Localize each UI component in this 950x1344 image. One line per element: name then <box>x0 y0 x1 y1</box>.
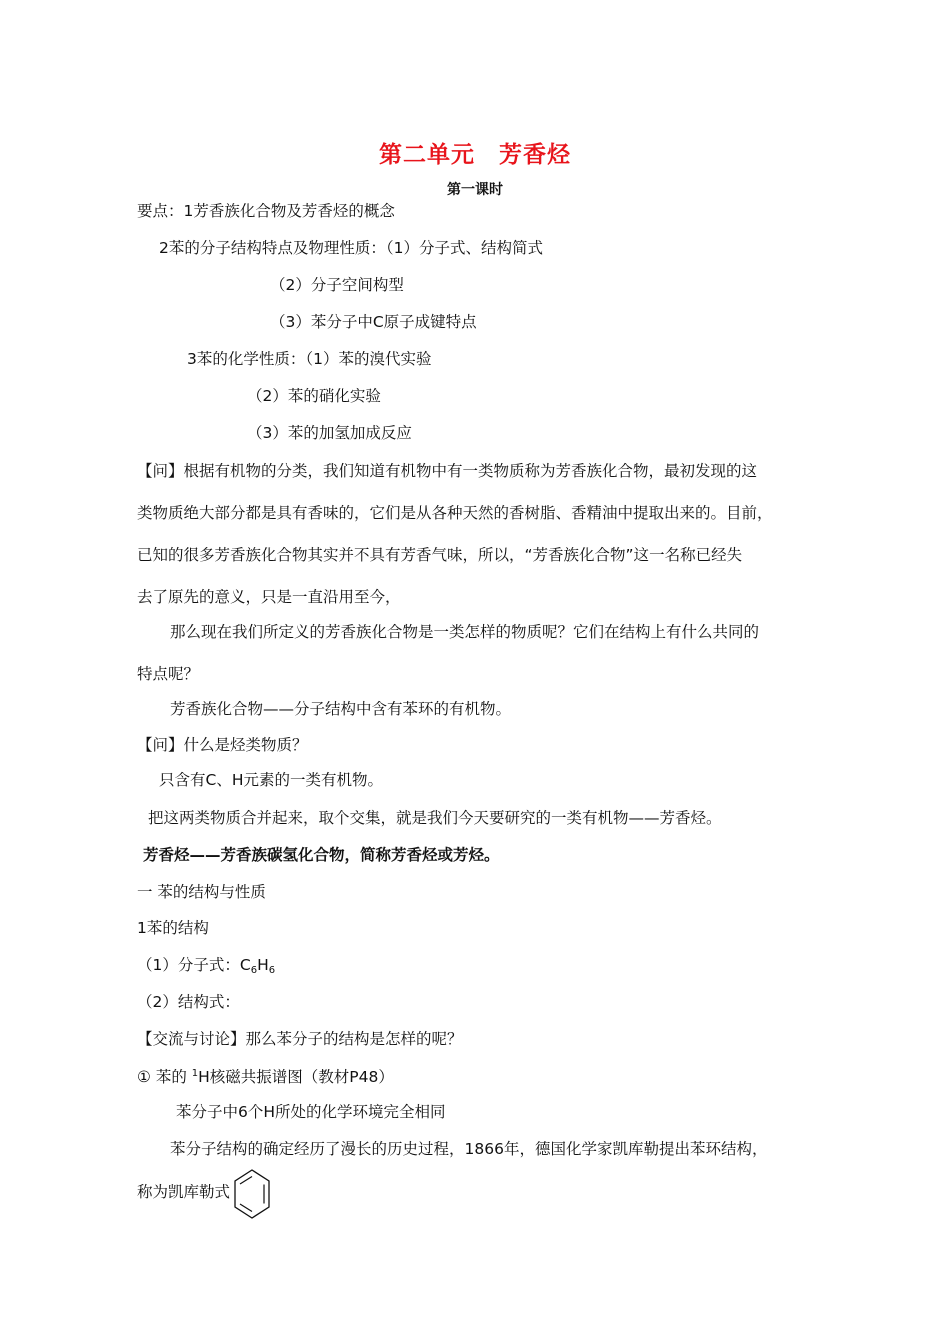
section-1-heading: 一 苯的结构与性质 <box>137 883 266 901</box>
keypoint-1: 1芳香族化合物及芳香烃的概念 <box>183 202 395 220</box>
formula-h-subscript: 6 <box>268 965 276 976</box>
discussion-line: 【交流与讨论】那么苯分子的结构是怎样的呢？ <box>137 1030 463 1048</box>
molecular-formula-label: （1）分子式： <box>137 956 240 974</box>
benzene-ring-icon <box>232 1168 272 1222</box>
formula-c: C <box>239 956 251 974</box>
nmr-text: H核磁共振谱图（教材P48） <box>198 1068 394 1086</box>
combine-sentence: 把这两类物质合并起来，取个交集，就是我们今天要研究的一类有机物——芳香烃。 <box>148 809 722 827</box>
keypoints-line-1 <box>137 201 395 221</box>
nmr-prefix: ① 苯的 <box>137 1068 192 1086</box>
aromatic-hydrocarbon-definition: 芳香烃——芳香族碳氢化合物，简称芳香烃或芳烃。 <box>143 846 500 864</box>
formula-c-subscript: 6 <box>250 965 258 976</box>
molecular-formula-line <box>137 955 275 981</box>
keypoint-3-2: （2）苯的硝化实验 <box>247 387 381 405</box>
nmr-superscript: 1 <box>191 1068 199 1079</box>
formula-h: H <box>257 956 269 974</box>
keypoint-2-2: （2）分子空间构型 <box>270 276 404 294</box>
keypoint-3: 3苯的化学性质：（1）苯的溴代实验 <box>187 350 432 368</box>
keypoint-2-3: （3）苯分子中C原子成键特点 <box>270 313 477 331</box>
aromatic-compound-definition: 芳香族化合物——分子结构中含有苯环的有机物。 <box>170 700 512 718</box>
history-line-2: 称为凯库勒式 <box>137 1183 231 1201</box>
question-2: 【问】什么是烃类物质？ <box>137 736 308 754</box>
question-1-line-2: 类物质绝大部分都是具有香味的，它们是从各种天然的香树脂、香精油中提取出来的。目前， <box>137 504 773 522</box>
history-line-1: 苯分子结构的确定经历了漫长的历史过程，1866年，德国化学家凯库勒提出苯环结构， <box>170 1140 768 1158</box>
lesson-subtitle: 第一课时 <box>447 182 503 198</box>
structural-formula-line: （2）结构式： <box>137 993 240 1011</box>
question-1-line-4: 去了原先的意义，只是一直沿用至今， <box>137 588 401 606</box>
paragraph-2-line-1: 那么现在我们所定义的芳香族化合物是一类怎样的物质呢？它们在结构上有什么共同的 <box>170 623 760 641</box>
keypoint-2: 2苯的分子结构特点及物理性质：（1）分子式、结构简式 <box>159 239 543 257</box>
keypoint-3-3: （3）苯的加氢加成反应 <box>247 424 412 442</box>
answer-2: 只含有C、H元素的一类有机物。 <box>159 771 383 789</box>
section-1-1-heading: 1苯的结构 <box>137 919 209 937</box>
question-1-line-1: 【问】根据有机物的分类，我们知道有机物中有一类物质称为芳香族化合物，最初发现的这 <box>137 462 758 480</box>
document-title: 第二单元 芳香烃 <box>379 142 571 168</box>
question-1-line-3: 已知的很多芳香族化合物其实并不具有芳香气味，所以，“芳香族化合物”这一名称已经失 <box>137 546 743 564</box>
nmr-line <box>137 1064 394 1087</box>
nmr-note: 苯分子中6个H所处的化学环境完全相同 <box>176 1103 446 1121</box>
keypoints-label: 要点： <box>137 202 184 220</box>
paragraph-2-line-2: 特点呢？ <box>137 665 200 683</box>
